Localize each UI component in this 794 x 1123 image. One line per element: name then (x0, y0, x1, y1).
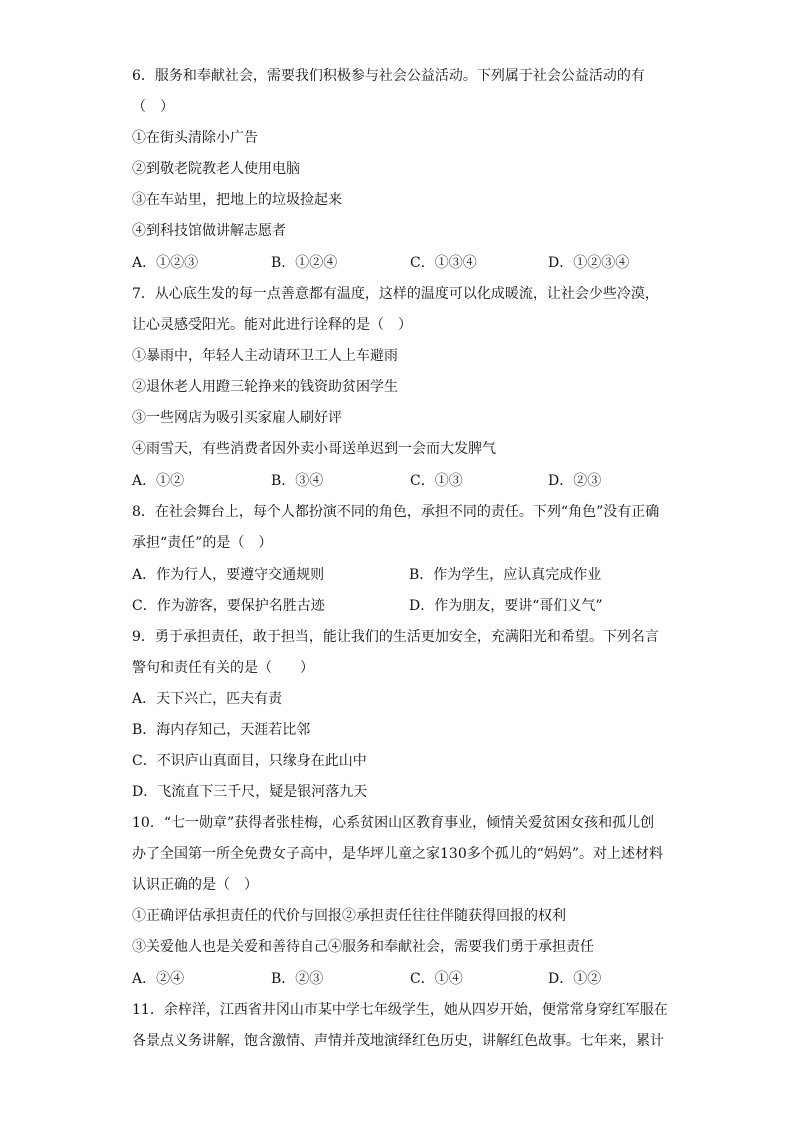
question-8-option-c[interactable]: C．作为游客，要保护名胜古迹 (132, 598, 325, 614)
question-10-options (132, 969, 652, 989)
question-10-items-line-1: ①正确评估承担责任的代价与回报②承担责任往往伴随获得回报的权利 (132, 908, 566, 924)
question-8-option-d[interactable]: D．作为朋友，要讲“哥们义气” (409, 598, 603, 614)
question-7-item-2: ②退休老人用蹬三轮挣来的钱资助贫困学生 (132, 379, 398, 395)
question-10-option-d[interactable]: D．①② (548, 971, 602, 987)
question-10-option-c[interactable]: C．①④ (410, 971, 463, 987)
question-7-item-1: ①暴雨中，年轻人主动请环卫工人上车避雨 (132, 348, 398, 364)
question-7-option-b[interactable]: B．③④ (271, 473, 324, 489)
question-10-option-a[interactable]: A．②④ (132, 971, 185, 987)
question-8-option-b[interactable]: B．作为学生，应认真完成作业 (409, 567, 602, 583)
question-9-stem-line-1: 9．勇于承担责任，敢于担当，能让我们的生活更加安全，充满阳光和希望。下列名言 (132, 629, 659, 645)
question-11-stem-line-2: 各景点义务讲解，饱含激情、声情并茂地演绎红色历史，讲解红色故事。七年来，累计 (132, 1033, 664, 1049)
question-10-stem-line-1: 10．“七一勋章”获得者张桂梅，心系贫困山区教育事业，倾情关爱贫困女孩和孤儿创 (132, 815, 655, 831)
question-9-option-d[interactable]: D．飞流直下三千尺，疑是银河落九天 (132, 784, 368, 800)
question-10-items-line-2: ③关爱他人也是关爱和善待自己④服务和奉献社会，需要我们勇于承担责任 (132, 939, 594, 955)
question-6-option-a[interactable]: A．①②③ (132, 255, 199, 271)
question-8-stem-line-1: 8．在社会舞台上，每个人都扮演不同的角色，承担不同的责任。下列“角色”没有正确 (132, 504, 660, 520)
question-6-option-c[interactable]: C．①③④ (410, 255, 477, 271)
question-9-option-b[interactable]: B．海内存知己，天涯若比邻 (132, 722, 311, 738)
question-7-item-4: ④雨雪天，有些消费者因外卖小哥送单迟到一会而大发脾气 (132, 441, 496, 457)
question-7-option-d[interactable]: D．②③ (548, 473, 602, 489)
question-7-option-c[interactable]: C．①③ (410, 473, 463, 489)
question-6-option-d[interactable]: D．①②③④ (548, 255, 630, 271)
question-7-option-a[interactable]: A．①② (132, 473, 185, 489)
question-6-stem-line-1: 6．服务和奉献社会，需要我们积极参与社会公益活动。下列属于社会公益活动的有 (132, 68, 645, 84)
question-6-item-3: ③在车站里，把地上的垃圾捡起来 (132, 192, 342, 208)
question-6-option-b[interactable]: B．①②④ (271, 255, 338, 271)
question-7-stem-line-2: 让心灵感受阳光。能对此进行诠释的是（ ） (132, 317, 412, 333)
question-7-stem-line-1: 7．从心底生发的每一点善意都有温度，这样的温度可以化成暖流，让社会少些冷漠， (132, 286, 659, 302)
question-8-option-a[interactable]: A．作为行人，要遵守交通规则 (132, 567, 325, 583)
question-9-stem-line-2: 警句和责任有关的是（ ） (132, 660, 314, 676)
question-7-item-3: ③一些网店为吸引买家雇人刷好评 (132, 410, 342, 426)
question-8-stem-line-2: 承担“责任”的是（ ） (132, 535, 273, 551)
question-10-option-b[interactable]: B．②③ (271, 971, 324, 987)
question-9-option-a[interactable]: A．天下兴亡，匹夫有责 (132, 691, 283, 707)
question-10-stem-line-2: 办了全国第一所全免费女子高中，是华坪儿童之家130多个孤儿的“妈妈”。对上述材料 (132, 846, 664, 862)
question-8-options-row-2 (132, 596, 652, 616)
question-8-options-row-1 (132, 565, 652, 585)
question-6-item-1: ①在街头清除小广告 (132, 130, 258, 146)
question-10-stem-line-3: 认识正确的是（ ） (132, 877, 258, 893)
question-11-stem-line-1: 11．余梓洋，江西省井冈山市某中学七年级学生，她从四岁开始，便常常身穿红军服在 (132, 1002, 668, 1018)
question-6-item-4: ④到科技馆做讲解志愿者 (132, 223, 286, 239)
question-6-item-2: ②到敬老院教老人使用电脑 (132, 161, 300, 177)
question-7-options (132, 471, 652, 491)
question-6-stem-line-2: （ ） (132, 99, 174, 115)
question-6-options (132, 253, 652, 273)
question-9-option-c[interactable]: C．不识庐山真面目，只缘身在此山中 (132, 753, 367, 769)
